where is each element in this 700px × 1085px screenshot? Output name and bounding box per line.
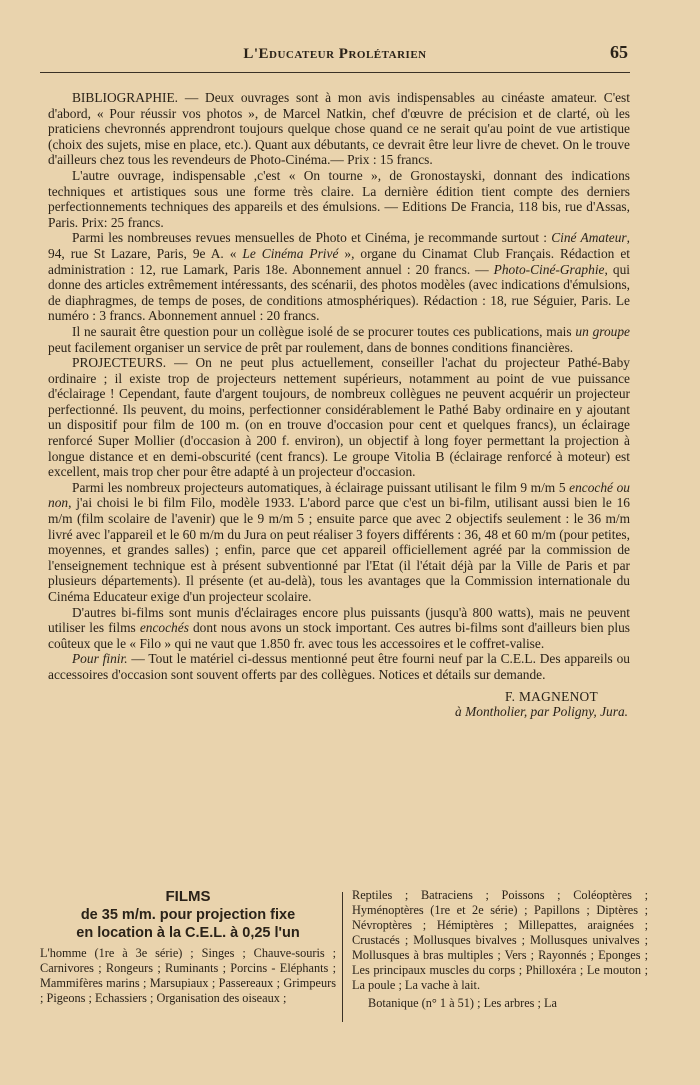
paragraph-pour-finir: [48, 651, 630, 682]
emphasis: un groupe: [575, 323, 631, 339]
text-run: Il ne saurait être question pour un collègue isolé de se procurer toutes ces publications, mais: [72, 323, 576, 339]
paragraph-text: BIBLIOGRAPHIE. — Deux ouvrages sont à mon avis indispensables au cinéaste amateur. C'est d'abord, « Pour réussir vos photos », de Marcel Natkin, chef d'œuvre de précision et de clarté, où les praticiens chevronnés apprendront toujours quelque chose quand ce ne serait qu'au point de vue artistique (choix des sujets, mise en place, etc.). Quant aux débutants, ce devrait être leur livre de chevet. On le trouve d'ailleurs chez tous les revendeurs de Photo-Cinéma.— Prix : 15 francs.: [48, 90, 630, 168]
films-botanique: Botanique (n° 1 à 51) ; Les arbres ; La: [368, 996, 557, 1010]
signature: [48, 689, 630, 720]
page-number: 65: [610, 42, 628, 62]
paragraph-automatiques: [48, 480, 630, 605]
paragraph-text: L'autre ouvrage, indispensable ,c'est « On tourne », de Gronostayski, donnant des indications techniques et artistiques sous une forme très claire. La dernière édition tient compte des derniers perfectionnements techniques des appareils et des émulsions. — Editions De Francia, 118 bis, rue d'Assas, Paris. Prix: 25 francs.: [48, 167, 630, 230]
text-run: peut facilement organiser un service de prêt par roulement, dans de bonnes conditions financières.: [48, 339, 574, 355]
title-cinema-prive: Le Cinéma Privé: [242, 245, 339, 261]
paragraph-bi-films: [48, 605, 630, 652]
films-subtitle-2: en location à la C.E.L. à 0,25 l'un: [76, 925, 300, 941]
text-run: , qui donne des articles extrêmement intéressants, des scénarii, des photos modèles (avec indications d'émulsions, de diaphragmes, de temps de poses, de conditions atmosphériques). Rédaction : 18, rue Séguier, Paris. Le numéro : 3 francs. Abonnement annuel : 20 francs.: [48, 261, 630, 324]
films-list-right: Reptiles ; Batraciens ; Poissons ; Coléoptères ; Hyménoptères (1re et 2e série) ; Papillons ; Diptères ; Névroptères ; Hémiptères ; Millepattes, araignées ; Crustacés ; Mollusques bivalves ; Mollusques univalves ; Mollusques à bras multiples ; Vers ; Rayonnés ; Eponges ; Les principaux muscles du corps ; Philloxéra ; Le mouton ; La poule ; La vache à lait.: [352, 888, 648, 992]
column-divider: [342, 892, 343, 1022]
paragraph-revues: [48, 230, 630, 324]
text-run: , 94, rue St Lazare, Paris, 9e A. «: [48, 230, 631, 261]
films-list-right-column: [352, 888, 648, 1011]
emphasis: Pour finir.: [72, 651, 128, 667]
page-header: [40, 40, 630, 73]
paragraph-bibliographie: [48, 90, 630, 168]
running-title: L'Educateur Prolétarien: [243, 46, 427, 62]
title-photo-cine-graphie: Photo-Ciné-Graphie: [493, 261, 605, 277]
text-run: Parmi les nombreux projecteurs automatiques, à éclairage puissant utilisant le film 9 m/m 5: [72, 479, 570, 495]
text-run: », organe du Cinamat Club Français. Rédaction et administration : 12, rue Lamark, Paris 18e. Abonnement annuel : 20 francs. —: [48, 245, 630, 277]
films-subtitle-1: de 35 m/m. pour projection fixe: [80, 907, 296, 923]
text-run: — Tout le matériel ci-dessus mentionné peut être fourni neuf par la C.E.L. Des appareils ou accessoires d'occasion sont souvent offerts par des collègues. Notices et détails sur demande.: [48, 651, 630, 682]
article-body: [48, 90, 630, 720]
paragraph-on-tourne: [48, 168, 630, 230]
title-ciné-amateur: Ciné Amateur: [551, 230, 627, 246]
text-run: D'autres bi-films sont munis d'éclairages encore plus puissants (jusqu'à 800 watts), mais ne peuvent utiliser les films: [48, 604, 630, 636]
signature-name: F. MAGNENOT: [505, 688, 598, 704]
films-notice: [40, 888, 336, 1006]
films-title: FILMS: [165, 888, 211, 905]
text-run: Parmi les nombreuses revues mensuelles de Photo et Cinéma, je recommande surtout :: [72, 230, 552, 246]
text-run: , j'ai choisi le bi film Filo, modèle 1933. L'abord parce que c'est un bi-film, utilisant aussi bien le 16 m/m (film scolaire de l'avenir) que le 9 m/m 5 ; ensuite parce que avec 2 objectifs seulement : le 36 m/m livré avec l'appareil et le 60 m/m du Jura on peut réaliser 3 foyers différents : 36, 48 et 60 m/m (pour petites, moyennes, et grandes salles) ; enfin, parce que cet appareil officiellement agréé par la commission de l'enseignement technique est à présent subventionné par l'Etat (il l'était déjà par la Ville de Paris et par plusieurs départements). Il présente (et au-delà), tous les avantages que la Commission internationale du Cinéma Educateur exige d'un projecteur scolaire.: [48, 495, 630, 604]
paragraph-projecteurs: [48, 355, 630, 480]
paragraph-groupe: [48, 324, 630, 355]
films-list-left: L'homme (1re à 3e série) ; Singes ; Chauve-souris ; Carnivores ; Rongeurs ; Ruminants ; Porcins - Eléphants ; Mammifères marins ; Marsupiaux ; Passereaux ; Grimpeurs ; Pigeons ; Echassiers ; Organisation des oiseaux ;: [40, 946, 336, 1005]
text-run: dont nous avons un stock important. Ces autres bi-films sont d'ailleurs bien plus coûteux que le « Filo » qui ne vaut que 1.850 fr. avec tous les accessoires et le coffret-valise.: [48, 620, 630, 651]
emphasis: encoché ou non: [48, 479, 630, 511]
emphasis: encochés: [139, 620, 189, 636]
signature-place: à Montholier, par Poligny, Jura.: [455, 704, 628, 720]
paragraph-text: PROJECTEURS. — On ne peut plus actuellement, conseiller l'achat du projecteur Pathé-Baby ordinaire ; il existe trop de projecteurs nettement supérieurs, notamment au point de vue puissance d'éclairage ! Cependant, faute d'argent toujours, de nombreux collègues ne peuvent acquérir un projecteur perfectionné. Ils peuvent, du moins, perfectionner considérablement le Pathé Baby ordinaire en y ajoutant un dispositif pour film de 100 m. (on en trouve d'occasion pour cent et quelques francs), un éclairage renforcé Super Mollier (d'occasion à 200 f. environ), un objectif à long foyer permettant la projection à longue distance et en demi-obscurité (cent francs). Le groupe Vitolia B (éclairage renforcé à moteur) est excellent, mais trop cher pour être adapté à un projecteur d'occasion.: [48, 355, 630, 480]
